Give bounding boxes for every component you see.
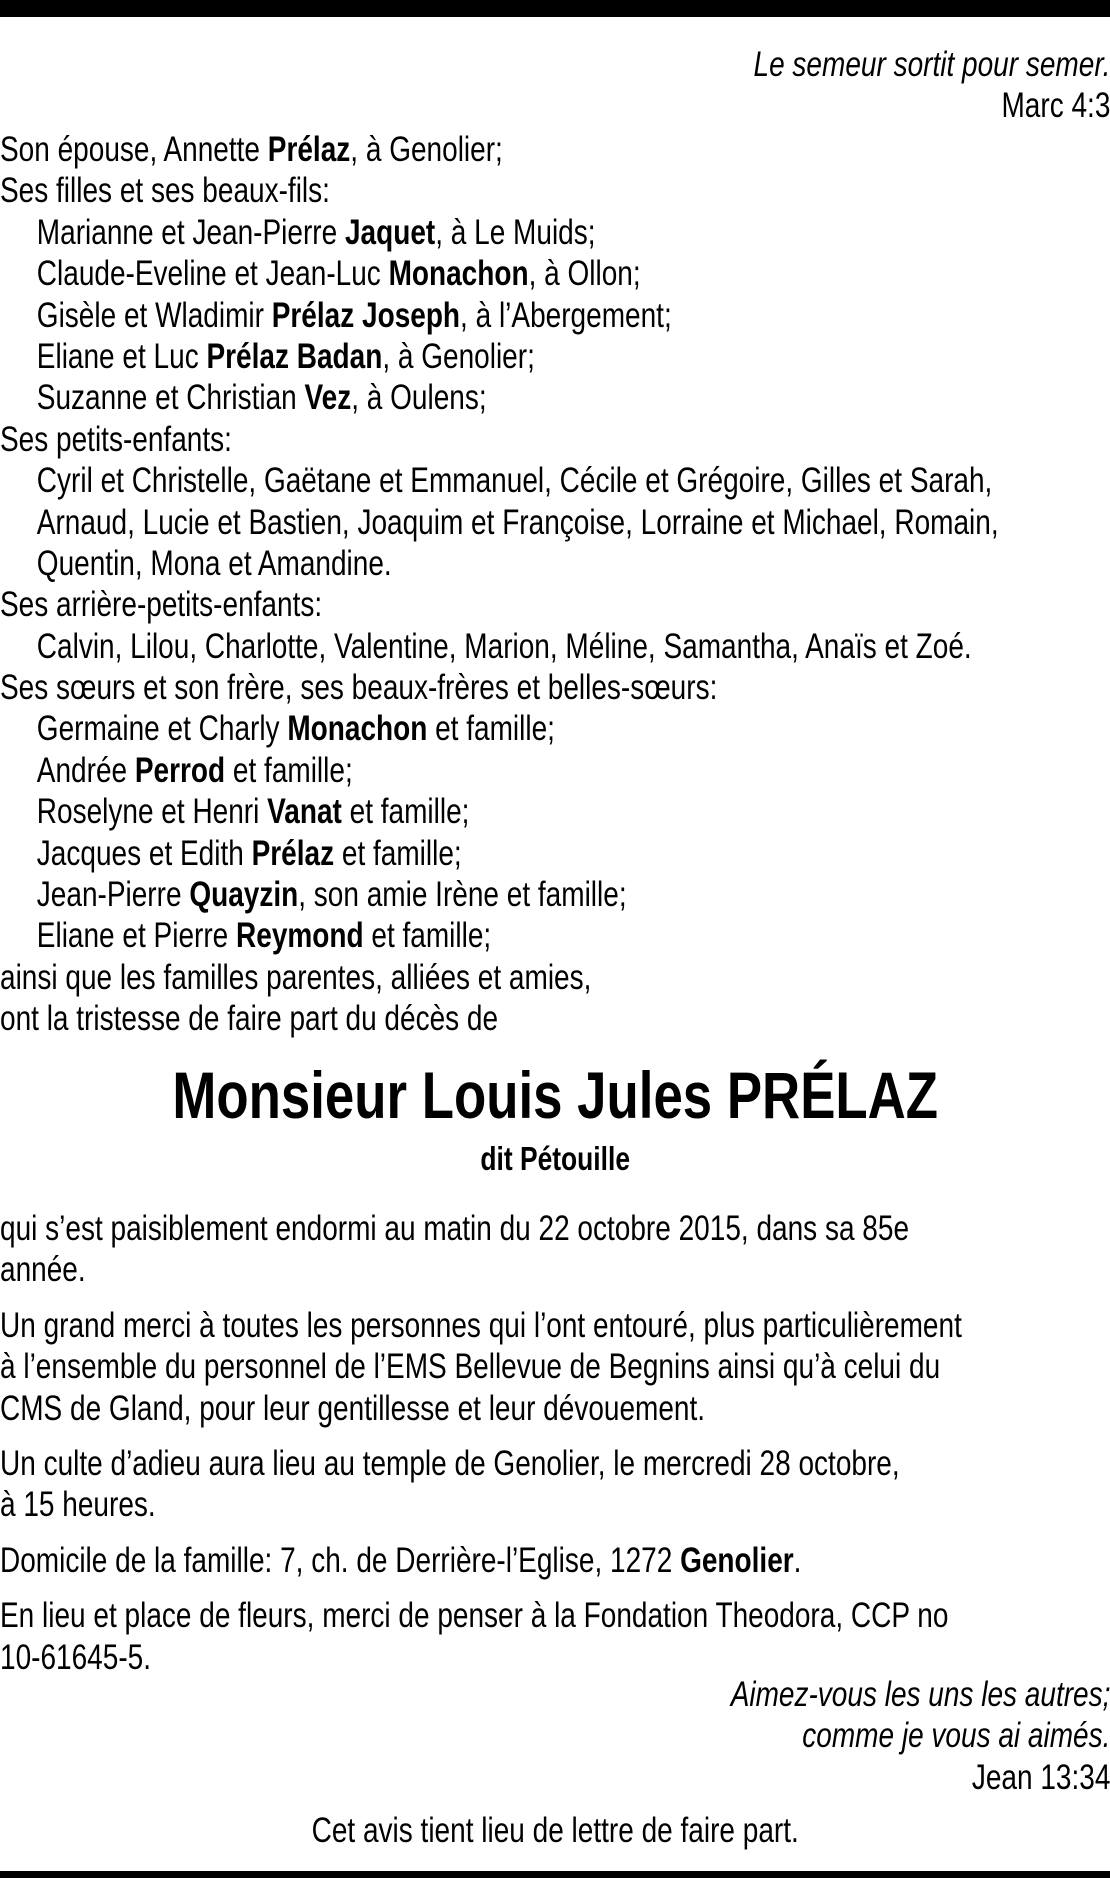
deceased-name: Monsieur Louis Jules PRÉLAZ <box>172 1058 939 1132</box>
text-line <box>0 1540 1110 1581</box>
text-segment: , à Genolier; <box>350 130 503 169</box>
text-segment: ont la tristesse de faire part du décès de <box>0 999 499 1039</box>
text-segment: , à Le Muids; <box>435 212 596 252</box>
deceased-nickname: dit Pétouille <box>480 1140 630 1177</box>
text-segment: Roselyne et Henri <box>36 792 268 832</box>
text-line <box>0 1484 1110 1525</box>
surname: Prélaz <box>267 130 351 169</box>
text-segment: et famille; <box>334 833 462 873</box>
text-segment: Ses arrière-petits-enfants: <box>0 585 323 625</box>
surname: Reymond <box>236 916 364 956</box>
text-segment: , à Oulens; <box>351 378 487 418</box>
text-line <box>0 998 1110 1039</box>
text-segment: 10-61645-5. <box>0 1637 152 1677</box>
text-line <box>0 170 1110 211</box>
text-segment: Son épouse, Annette <box>0 130 268 169</box>
text-line <box>0 1595 1110 1636</box>
text-line <box>0 1249 1110 1290</box>
surname: Prélaz Joseph <box>271 295 461 335</box>
surname: Prélaz <box>251 833 335 873</box>
text-segment: et famille; <box>427 709 555 749</box>
text-segment: Un grand merci à toutes les personnes qui l’ont entouré, plus particulièrement <box>0 1305 962 1345</box>
paragraph <box>0 1305 1110 1429</box>
text-segment: CMS de Gland, pour leur gentillesse et leur dévouement. <box>0 1388 706 1428</box>
verse-line: Aimez-vous les uns les autres; <box>730 1675 1110 1714</box>
text-line <box>0 874 1110 915</box>
notice-body <box>0 1208 1110 1692</box>
text-segment: , à Ollon; <box>528 254 641 294</box>
text-segment: Gisèle et Wladimir <box>36 295 272 335</box>
text-segment: Eliane et Luc <box>36 336 207 376</box>
text-segment: , à Genolier; <box>382 336 535 376</box>
top-rule <box>0 0 1110 17</box>
text-segment: Suzanne et Christian <box>36 378 305 418</box>
text-segment: Domicile de la famille: 7, ch. de Derrière-l’Eglise, 1272 <box>0 1540 681 1580</box>
text-line <box>0 460 1110 501</box>
verse-reference: Jean 13:34 <box>971 1757 1110 1797</box>
surname: Monachon <box>287 709 428 749</box>
surname: Vanat <box>267 792 342 832</box>
text-line <box>0 502 1110 543</box>
text-segment: Arnaud, Lucie et Bastien, Joaquim et Françoise, Lorraine et Michael, Romain, <box>36 502 999 542</box>
family-list <box>0 129 1110 1040</box>
text-line <box>0 295 1110 336</box>
text-segment: , son amie Irène et famille; <box>298 875 627 915</box>
text-segment: qui s’est paisiblement endormi au matin du 22 octobre 2015, dans sa 85e <box>0 1209 910 1248</box>
text-line <box>0 543 1110 584</box>
paragraph <box>0 1595 1110 1678</box>
text-segment: Ses petits-enfants: <box>0 419 232 459</box>
text-line <box>0 791 1110 832</box>
text-line <box>0 957 1110 998</box>
text-segment: Un culte d’adieu aura lieu au temple de Genolier, le mercredi 28 octobre, <box>0 1443 900 1483</box>
surname: Genolier <box>680 1540 794 1580</box>
text-line <box>0 129 1110 170</box>
paragraph <box>0 1443 1110 1526</box>
text-line <box>0 1346 1110 1387</box>
opening-verse <box>0 44 1110 127</box>
text-segment: Marianne et Jean-Pierre <box>36 212 345 252</box>
text-line <box>0 1305 1110 1346</box>
verse-reference: Marc 4:3 <box>1001 86 1110 126</box>
text-line <box>0 1443 1110 1484</box>
text-line <box>0 377 1110 418</box>
surname: Quayzin <box>189 875 299 915</box>
text-line <box>0 667 1110 708</box>
text-segment: et famille; <box>225 750 353 790</box>
verse-line: comme je vous ai aimés. <box>802 1716 1110 1756</box>
surname: Vez <box>304 378 352 418</box>
text-segment: Germaine et Charly <box>36 709 288 749</box>
text-line <box>0 1637 1110 1678</box>
text-line <box>0 1388 1110 1429</box>
surname: Perrod <box>134 750 226 790</box>
text-segment: Ses filles et ses beaux-fils: <box>0 171 330 211</box>
text-segment: Jacques et Edith <box>36 833 252 873</box>
surname: Monachon <box>388 254 529 294</box>
text-segment: , à l’Abergement; <box>460 295 672 335</box>
text-segment: année. <box>0 1250 86 1290</box>
surname: Jaquet <box>344 212 436 252</box>
verse-text: Le semeur sortit pour semer. <box>753 45 1110 84</box>
text-line <box>0 253 1110 294</box>
text-line <box>0 750 1110 791</box>
text-line <box>0 419 1110 460</box>
text-line <box>0 833 1110 874</box>
text-segment: à 15 heures. <box>0 1485 156 1525</box>
closing-verse <box>0 1674 1110 1798</box>
paragraph <box>0 1208 1110 1291</box>
closing-note: Cet avis tient lieu de lettre de faire part. <box>311 1811 799 1850</box>
text-line <box>0 708 1110 749</box>
text-segment: ainsi que les familles parentes, alliées et amies, <box>0 957 592 997</box>
text-line <box>0 915 1110 956</box>
text-segment: Ses sœurs et son frère, ses beaux-frères et belles-sœurs: <box>0 668 718 708</box>
text-line <box>0 336 1110 377</box>
surname: Prélaz Badan <box>206 336 383 376</box>
text-line <box>0 1208 1110 1249</box>
text-segment: Andrée <box>36 750 135 790</box>
text-segment: Calvin, Lilou, Charlotte, Valentine, Marion, Méline, Samantha, Anaïs et Zoé. <box>36 626 972 666</box>
text-line <box>0 626 1110 667</box>
text-segment: . <box>793 1540 802 1580</box>
text-segment: et famille; <box>341 792 470 832</box>
text-line <box>0 584 1110 625</box>
bottom-rule <box>0 1871 1110 1878</box>
paragraph <box>0 1540 1110 1581</box>
text-segment: à l’ensemble du personnel de l’EMS Bellevue de Begnins ainsi qu’à celui du <box>0 1347 941 1387</box>
text-segment: et famille; <box>363 916 492 956</box>
text-segment: En lieu et place de fleurs, merci de penser à la Fondation Theodora, CCP no <box>0 1596 949 1636</box>
text-line <box>0 212 1110 253</box>
text-segment: Eliane et Pierre <box>36 916 237 956</box>
text-segment: Cyril et Christelle, Gaëtane et Emmanuel, Cécile et Grégoire, Gilles et Sarah, <box>36 461 993 501</box>
text-segment: Claude-Eveline et Jean-Luc <box>36 254 389 294</box>
text-segment: Quentin, Mona et Amandine. <box>36 543 392 583</box>
text-segment: Jean-Pierre <box>36 875 190 915</box>
